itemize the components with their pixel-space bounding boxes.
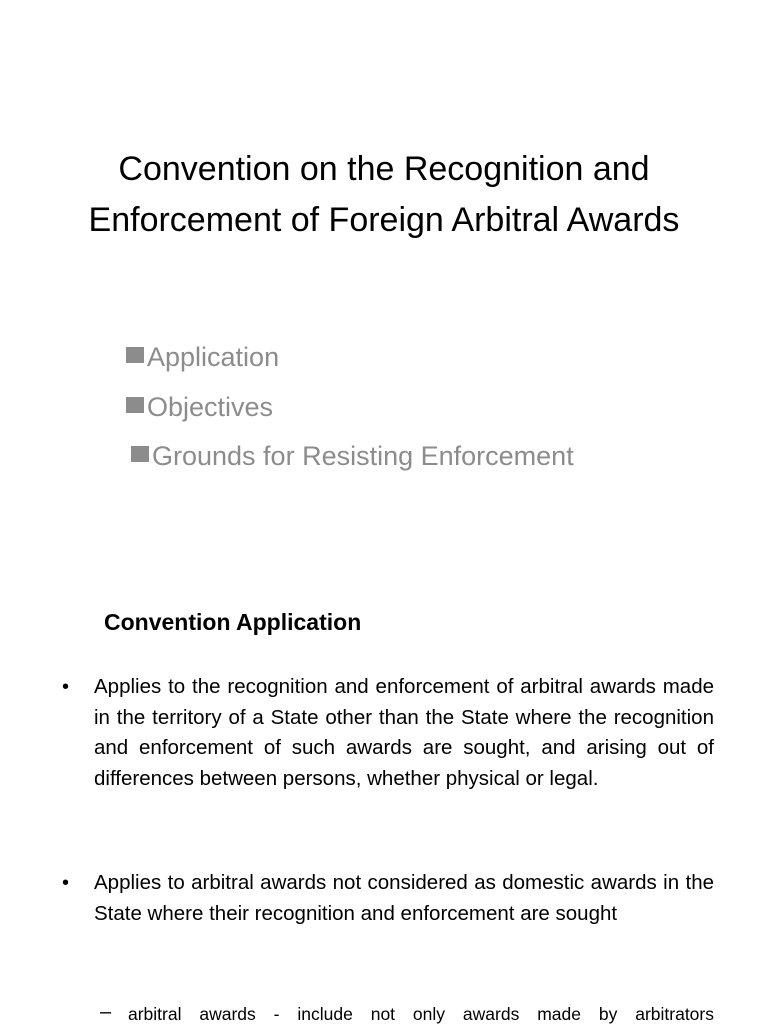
outline-list bbox=[126, 333, 574, 482]
bullet-point-text: Applies to the recognition and enforcement of arbitral awards made in the territory of a State other than the State where the recognition and enforcement of such awards are sought, and arising out of differences between persons, whether physical or legal. bbox=[94, 675, 714, 790]
outline-item-grounds bbox=[126, 432, 574, 482]
outline-item-label: Objectives bbox=[147, 391, 274, 422]
bullet-dot-icon: • bbox=[62, 872, 70, 894]
outline-item-label: Application bbox=[147, 342, 280, 372]
outline-item-application bbox=[126, 333, 574, 383]
bullet-point bbox=[62, 672, 714, 794]
bullet-point bbox=[62, 868, 714, 929]
outline-item-objectives bbox=[126, 383, 574, 433]
square-bullet-icon bbox=[126, 397, 144, 413]
slide-title: Convention on the Recognition and Enforcement of Foreign Arbitral Awards bbox=[88, 150, 680, 239]
dash-bullet-icon: – bbox=[100, 1001, 112, 1023]
square-bullet-icon bbox=[126, 347, 144, 363]
sub-bullet-text: arbitral awards - include not only awards made by arbitrators bbox=[128, 1004, 714, 1024]
bullet-point-text: Applies to arbitral awards not considered as domestic awards in the State where their recognition and enforcement are sought bbox=[94, 871, 714, 925]
bullet-dot-icon: • bbox=[62, 676, 70, 698]
section-heading: Convention Application bbox=[104, 609, 362, 635]
outline-item-label: Grounds for Resisting Enforcement bbox=[152, 441, 574, 471]
sub-bullet-point bbox=[100, 1000, 714, 1024]
square-bullet-icon bbox=[131, 446, 149, 462]
